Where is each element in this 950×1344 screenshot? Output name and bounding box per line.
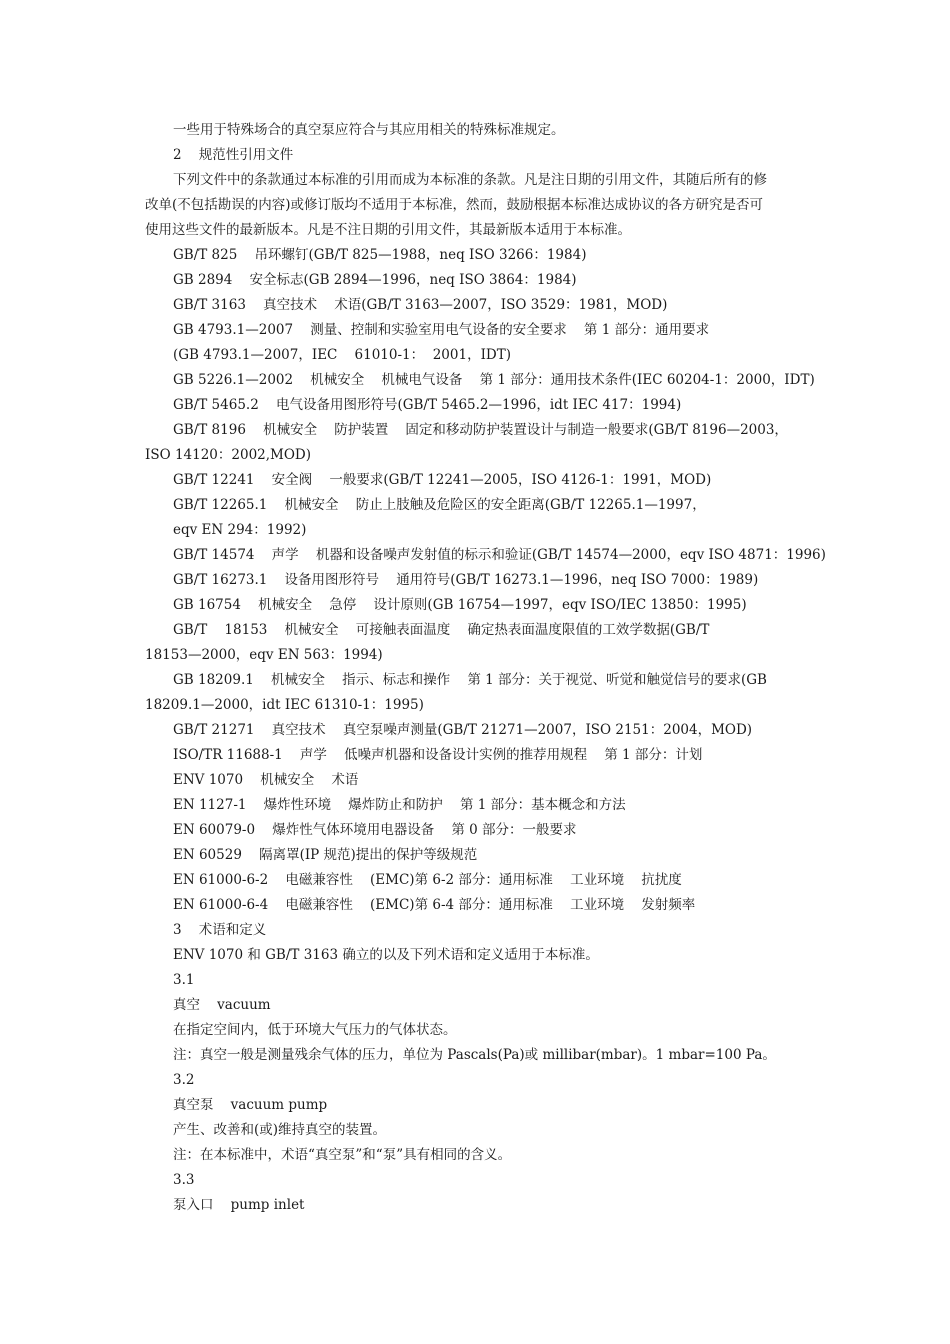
clause-number: 3.2 — [173, 1072, 195, 1088]
reference-line: GB/T 12241 安全阀 一般要求(GB/T 12241—2005，ISO 4126-1：1991，MOD) — [173, 472, 712, 488]
reference-line: EN 61000-6-2 电磁兼容性 (EMC)第 6-2 部分：通用标准 工业环境 抗扰度 — [173, 872, 682, 888]
definition-line: 产生、改善和(或)维持真空的装置。 — [173, 1122, 387, 1138]
text-line: 一些用于特殊场合的真空泵应符合与其应用相关的特殊标准规定。 — [173, 122, 565, 138]
reference-line: GB 2894 安全标志(GB 2894—1996，neq ISO 3864：1984) — [173, 272, 577, 288]
reference-line: GB/T 14574 声学 机器和设备噪声发射值的标示和验证(GB/T 14574—2000，eqv ISO 4871：1996) — [173, 547, 826, 563]
reference-line: 18209.1—2000，idt IEC 61310-1：1995) — [145, 697, 424, 713]
text-line: 下列文件中的条款通过本标准的引用而成为本标准的条款。凡是注日期的引用文件，其随后所有的修 — [173, 172, 767, 188]
section-heading: 2 规范性引用文件 — [173, 147, 294, 163]
reference-line: EN 60529 隔离罩(IP 规范)提出的保护等级规范 — [173, 847, 478, 863]
note-line: 注：真空一般是测量残余气体的压力，单位为 Pascals(Pa)或 millibar(mbar)。1 mbar=100 Pa。 — [173, 1047, 776, 1063]
reference-line: GB/T 5465.2 电气设备用图形符号(GB/T 5465.2—1996，idt IEC 417：1994) — [173, 397, 682, 413]
reference-line: GB/T 21271 真空技术 真空泵噪声测量(GB/T 21271—2007，ISO 2151：2004，MOD) — [173, 722, 753, 738]
term-line: 真空泵 vacuum pump — [173, 1097, 328, 1113]
reference-line: eqv EN 294：1992) — [173, 522, 307, 538]
reference-line: ISO 14120：2002,MOD) — [145, 447, 312, 463]
reference-line: GB/T 8196 机械安全 防护装置 固定和移动防护装置设计与制造一般要求(GB/T 8196—2003， — [173, 422, 788, 438]
reference-line: GB 4793.1—2007 测量、控制和实验室用电气设备的安全要求 第 1 部分：通用要求 — [173, 322, 710, 338]
reference-line: GB 16754 机械安全 急停 设计原则(GB 16754—1997，eqv ISO/IEC 13850：1995) — [173, 597, 747, 613]
reference-line: EN 60079-0 爆炸性气体环境用电器设备 第 0 部分：一般要求 — [173, 822, 577, 838]
text-line: 使用这些文件的最新版本。凡是不注日期的引用文件，其最新版本适用于本标准。 — [145, 222, 631, 238]
term-line: 真空 vacuum — [173, 997, 271, 1013]
clause-number: 3.1 — [173, 972, 195, 988]
reference-line: GB/T 825 吊环螺钉(GB/T 825—1988，neq ISO 3266：1984) — [173, 247, 587, 263]
text-line: 改单(不包括勘误的内容)或修订版均不适用于本标准，然而，鼓励根据本标准达成协议的各方研究是否可 — [145, 197, 764, 213]
reference-line: ISO/TR 11688-1 声学 低噪声机器和设备设计实例的推荐用规程 第 1 部分：计划 — [173, 747, 703, 763]
reference-line: ENV 1070 机械安全 术语 — [173, 772, 359, 788]
reference-line: GB/T 12265.1 机械安全 防止上肢触及危险区的安全距离(GB/T 12265.1—1997， — [173, 497, 706, 513]
text-line: ENV 1070 和 GB/T 3163 确立的以及下列术语和定义适用于本标准。 — [173, 947, 599, 963]
section-heading: 3 术语和定义 — [173, 922, 267, 938]
reference-line: GB 18209.1 机械安全 指示、标志和操作 第 1 部分：关于视觉、听觉和触觉信号的要求(GB — [173, 672, 767, 688]
reference-line: EN 61000-6-4 电磁兼容性 (EMC)第 6-4 部分：通用标准 工业环境 发射频率 — [173, 897, 696, 913]
reference-line: GB/T 18153 机械安全 可接触表面温度 确定热表面温度限值的工效学数据(GB/T — [173, 622, 710, 638]
reference-line: GB 5226.1—2002 机械安全 机械电气设备 第 1 部分：通用技术条件(IEC 60204-1：2000，IDT) — [173, 372, 815, 388]
note-line: 注：在本标准中，术语“真空泵”和“泵”具有相同的含义。 — [173, 1147, 512, 1163]
reference-line: 18153—2000，eqv EN 563：1994) — [145, 647, 383, 663]
reference-line: EN 1127-1 爆炸性环境 爆炸防止和防护 第 1 部分：基本概念和方法 — [173, 797, 626, 813]
reference-line: (GB 4793.1—2007，IEC 61010-1： 2001，IDT) — [173, 347, 512, 363]
reference-line: GB/T 16273.1 设备用图形符号 通用符号(GB/T 16273.1—1996，neq ISO 7000：1989) — [173, 572, 759, 588]
clause-number: 3.3 — [173, 1172, 195, 1188]
definition-line: 在指定空间内，低于环境大气压力的气体状态。 — [173, 1022, 457, 1038]
term-line: 泵入口 pump inlet — [173, 1197, 305, 1213]
reference-line: GB/T 3163 真空技术 术语(GB/T 3163—2007，ISO 3529：1981，MOD) — [173, 297, 668, 313]
